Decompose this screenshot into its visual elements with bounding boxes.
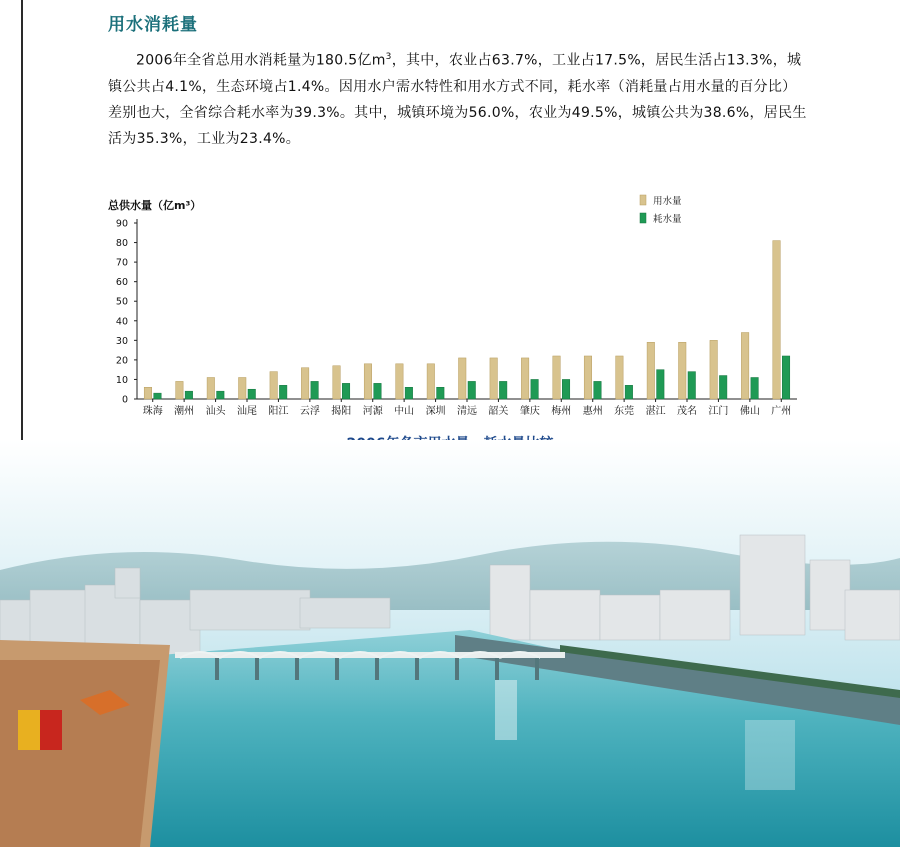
- bar-water-consumption: [531, 379, 539, 399]
- x-tick-label: 佛山: [739, 406, 760, 417]
- bar-water-consumption: [782, 356, 790, 399]
- bar-water-use: [490, 358, 498, 399]
- bar-water-use: [144, 387, 152, 399]
- bar-water-consumption: [374, 383, 382, 399]
- section-title: 用水消耗量: [108, 15, 198, 35]
- y-tick-label: 50: [115, 296, 128, 308]
- bar-water-consumption: [437, 387, 445, 399]
- y-tick-label: 70: [115, 257, 128, 269]
- bar-water-use: [521, 358, 529, 399]
- bar-water-use: [459, 358, 467, 399]
- x-tick-label: 湛江: [645, 406, 666, 417]
- y-tick-label: 30: [115, 335, 128, 347]
- y-tick-label: 40: [115, 316, 128, 328]
- bar-water-consumption: [154, 393, 162, 399]
- legend-swatch: [640, 195, 646, 205]
- bar-water-consumption: [405, 387, 413, 399]
- bar-water-consumption: [217, 391, 225, 399]
- bar-water-use: [647, 342, 655, 399]
- bar-water-use: [176, 381, 184, 399]
- x-tick-label: 云浮: [299, 406, 320, 417]
- x-tick-label: 韶关: [488, 406, 509, 417]
- x-tick-label: 深圳: [425, 406, 446, 417]
- bar-water-use: [427, 364, 435, 399]
- y-tick-label: 90: [115, 218, 128, 230]
- y-tick-label: 80: [115, 238, 128, 250]
- x-tick-label: 中山: [394, 406, 415, 417]
- legend-label: 用水量: [653, 196, 682, 207]
- bar-water-consumption: [751, 377, 759, 399]
- bar-water-use: [364, 364, 372, 399]
- bar-water-consumption: [342, 383, 350, 399]
- y-tick-label: 0: [121, 394, 128, 406]
- bar-water-consumption: [185, 391, 193, 399]
- bar-water-use: [773, 241, 781, 399]
- x-tick-label: 惠州: [582, 406, 603, 417]
- intro-superscript: 3: [385, 52, 392, 62]
- bar-water-use: [270, 372, 278, 399]
- x-tick-label: 肇庆: [519, 406, 540, 417]
- bar-water-use: [333, 366, 341, 399]
- bar-water-use: [553, 356, 561, 399]
- x-tick-label: 梅州: [551, 406, 572, 417]
- y-axis-label: 总供水量（亿m³）: [108, 199, 202, 212]
- bar-water-use: [710, 340, 718, 399]
- bar-water-use: [396, 364, 404, 399]
- y-tick-label: 20: [115, 355, 128, 367]
- bar-water-use: [679, 342, 687, 399]
- x-tick-label: 阳江: [268, 406, 289, 417]
- x-tick-label: 珠海: [142, 406, 163, 417]
- bar-water-consumption: [279, 385, 287, 399]
- bar-water-consumption: [719, 376, 727, 399]
- intro-text-part2: ，其中，农业占63.7%，工业占17.5%，居民生活占13.3%，城镇公共占4.1%，生态环境占1.4%。因用水户需水特性和用水方式不同，耗水率（消耗量占用水量的百分比）差别也大，全省综合耗水率为39.3%。其中，城镇环境为56.0%，农业为49.5%，城镇公共为38.6%，居民生活为35.3%，工业为23.4%。: [108, 52, 807, 147]
- bar-water-consumption: [688, 372, 696, 399]
- x-tick-label: 河源: [362, 406, 383, 417]
- x-tick-label: 汕头: [205, 406, 226, 417]
- bar-water-consumption: [657, 370, 665, 399]
- bar-water-consumption: [562, 379, 570, 399]
- bar-water-use: [239, 377, 247, 399]
- bar-water-consumption: [468, 381, 476, 399]
- bar-water-consumption: [311, 381, 319, 399]
- bar-water-use: [616, 356, 624, 399]
- bar-water-use: [584, 356, 592, 399]
- x-tick-label: 广州: [771, 406, 792, 417]
- legend-label: 耗水量: [653, 214, 682, 225]
- intro-text-part1: 2006年全省总用水消耗量为180.5亿m: [136, 52, 386, 69]
- bar-water-consumption: [499, 381, 507, 399]
- x-tick-label: 清远: [457, 406, 477, 417]
- y-tick-label: 10: [115, 374, 128, 386]
- bar-water-use: [301, 368, 309, 399]
- bar-water-use: [741, 333, 749, 399]
- bar-water-consumption: [594, 381, 602, 399]
- legend-swatch: [640, 213, 646, 223]
- x-tick-label: 揭阳: [331, 406, 352, 417]
- x-tick-label: 江门: [708, 406, 729, 417]
- city-river-photo: [0, 440, 900, 847]
- x-tick-label: 东莞: [614, 406, 635, 417]
- y-tick-label: 60: [115, 277, 128, 289]
- x-tick-label: 茂名: [677, 406, 697, 417]
- bar-water-consumption: [625, 385, 633, 399]
- x-tick-label: 汕尾: [237, 406, 257, 417]
- x-tick-label: 潮州: [174, 406, 195, 417]
- bar-water-consumption: [248, 389, 256, 399]
- bar-water-use: [207, 377, 215, 399]
